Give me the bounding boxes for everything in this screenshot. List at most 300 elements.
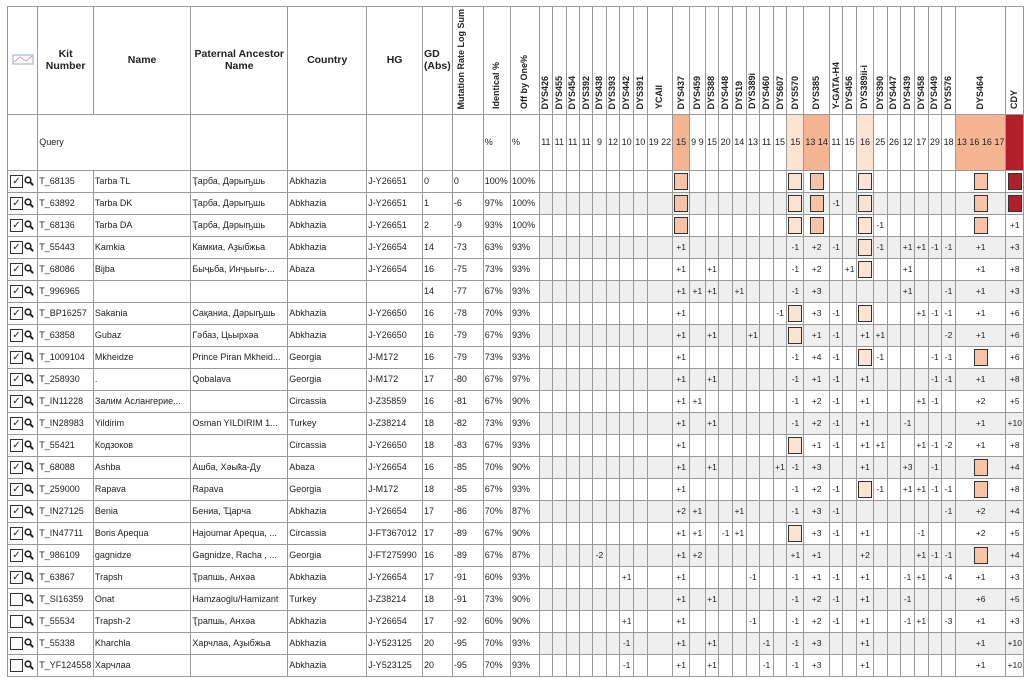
marker-diff-cell: +1 (673, 522, 690, 544)
marker-header-dys392[interactable]: DYS392 (579, 7, 592, 115)
marker-highlight-box (858, 305, 872, 322)
cell-kit-number[interactable]: T_55443 (38, 236, 94, 258)
cell-kit-number[interactable]: T_55338 (38, 632, 94, 654)
marker-highlight-box (974, 217, 988, 234)
marker-diff-cell (760, 214, 773, 236)
marker-diff-cell: -2 (942, 324, 956, 346)
cell-kit-number[interactable]: T_63867 (38, 566, 94, 588)
marker-header-dys393[interactable]: DYS393 (606, 7, 620, 115)
magnify-icon[interactable] (24, 616, 34, 626)
cell-genetic-distance: 18 (422, 434, 452, 456)
table-row[interactable] (8, 236, 1024, 258)
table-row[interactable] (8, 214, 1024, 236)
marker-diff-cell: +6 (955, 588, 1006, 610)
marker-diff-cell (773, 170, 787, 192)
table-row[interactable] (8, 302, 1024, 324)
table-row[interactable] (8, 368, 1024, 390)
marker-diff-cell (942, 390, 956, 412)
marker-diff-cell: +1 (705, 456, 719, 478)
query-marker-value: 11 (829, 114, 842, 170)
marker-diff-cell (690, 368, 706, 390)
marker-diff-cell (942, 258, 956, 280)
row-checkbox[interactable]: ✓ (10, 197, 23, 210)
cell-kit-number[interactable]: T_68088 (38, 456, 94, 478)
magnify-icon[interactable] (24, 374, 34, 384)
cell-mutation-rate: -85 (452, 478, 483, 500)
marker-header-dys607[interactable]: DYS607 (773, 7, 787, 115)
marker-diff-cell (887, 654, 901, 676)
query-marker-value: 15 (843, 114, 857, 170)
cell-kit-number[interactable]: T_68136 (38, 214, 94, 236)
marker-diff-cell: +1 (914, 390, 928, 412)
marker-diff-cell (633, 214, 647, 236)
table-row[interactable] (8, 258, 1024, 280)
cell-haplogroup: J-Y26651 (367, 214, 423, 236)
row-checkbox[interactable]: ✓ (10, 263, 23, 276)
cell-mutation-rate: -86 (452, 500, 483, 522)
marker-diff-cell (553, 170, 566, 192)
marker-diff-cell (914, 258, 928, 280)
header-row (8, 7, 1024, 115)
marker-diff-cell (553, 632, 566, 654)
marker-diff-cell: +1 (705, 632, 719, 654)
marker-diff-cell (746, 522, 760, 544)
marker-match-cell (787, 170, 804, 192)
marker-diff-cell (705, 566, 719, 588)
marker-header-dys454[interactable]: DYS454 (566, 7, 579, 115)
row-checkbox[interactable]: ✓ (10, 175, 23, 188)
table-row[interactable] (8, 192, 1024, 214)
cell-kit-number[interactable]: T_YF124558 (38, 654, 94, 676)
row-checkbox[interactable]: ✓ (10, 505, 23, 518)
marker-diff-cell (553, 500, 566, 522)
cell-haplogroup: J-Z38214 (367, 412, 423, 434)
marker-diff-cell (579, 236, 592, 258)
marker-diff-cell (732, 566, 746, 588)
marker-diff-cell (719, 280, 733, 302)
cell-genetic-distance: 20 (422, 654, 452, 676)
row-checkbox[interactable]: ✓ (10, 351, 23, 364)
magnify-icon[interactable] (24, 330, 34, 340)
marker-header-dys389ii-i[interactable]: DYS389ii-i (856, 7, 873, 115)
marker-header-dys449[interactable]: DYS449 (928, 7, 942, 115)
marker-header-dys439[interactable]: DYS439 (901, 7, 915, 115)
row-select-cell (8, 302, 38, 324)
row-checkbox[interactable]: ✓ (10, 527, 23, 540)
marker-diff-cell (593, 412, 606, 434)
row-checkbox[interactable]: ✓ (10, 307, 23, 320)
row-select-cell (8, 500, 38, 522)
marker-diff-cell (942, 214, 956, 236)
table-row[interactable] (8, 500, 1024, 522)
marker-diff-cell: -1 (942, 478, 956, 500)
magnify-icon[interactable] (24, 506, 34, 516)
marker-diff-cell (566, 170, 579, 192)
marker-header-dys455[interactable]: DYS455 (553, 7, 566, 115)
marker-diff-cell (539, 610, 552, 632)
marker-diff-cell (760, 346, 773, 368)
marker-diff-cell (873, 390, 887, 412)
table-row[interactable] (8, 632, 1024, 654)
marker-diff-cell (843, 192, 857, 214)
table-row[interactable] (8, 522, 1024, 544)
cell-identical-percent: 67% (483, 390, 510, 412)
marker-diff-cell: +5 (1006, 588, 1024, 610)
cell-mutation-rate: -77 (452, 280, 483, 302)
table-row[interactable] (8, 280, 1024, 302)
cell-paternal-ancestor: Ҭарба, Дәрыҧшь (191, 214, 288, 236)
marker-diff-cell (593, 236, 606, 258)
marker-diff-cell: +1 (673, 478, 690, 500)
cell-kit-number[interactable]: T_258930 (38, 368, 94, 390)
marker-diff-cell (593, 434, 606, 456)
marker-header-dys456[interactable]: DYS456 (843, 7, 857, 115)
marker-diff-cell (633, 170, 647, 192)
marker-diff-cell (620, 456, 634, 478)
row-select-cell (8, 258, 38, 280)
marker-diff-cell (647, 434, 673, 456)
cell-country: Circassia (288, 434, 367, 456)
cell-kit-number[interactable]: T_BP16257 (38, 302, 94, 324)
marker-header-cdy[interactable]: CDY (1006, 7, 1024, 115)
marker-diff-cell (579, 280, 592, 302)
kit-number-header[interactable]: Kit Number (38, 7, 94, 115)
table-row[interactable] (8, 544, 1024, 566)
table-row[interactable] (8, 412, 1024, 434)
cell-genetic-distance: 20 (422, 632, 452, 654)
table-row[interactable] (8, 478, 1024, 500)
marker-diff-cell: +1 (673, 610, 690, 632)
table-row[interactable] (8, 324, 1024, 346)
magnify-icon[interactable] (24, 528, 34, 538)
cell-country: Abkhazia (288, 500, 367, 522)
cell-kit-number[interactable]: T_259000 (38, 478, 94, 500)
marker-diff-cell (719, 324, 733, 346)
query-marker-value: 15 (787, 114, 804, 170)
row-checkbox[interactable]: ✓ (10, 417, 23, 430)
marker-diff-cell (901, 302, 915, 324)
table-row[interactable] (8, 346, 1024, 368)
marker-header-dys460[interactable]: DYS460 (760, 7, 773, 115)
marker-diff-cell: -1 (928, 302, 942, 324)
magnify-icon[interactable] (24, 418, 34, 428)
marker-diff-cell (593, 324, 606, 346)
row-checkbox[interactable]: ✓ (10, 285, 23, 298)
magnify-icon[interactable] (24, 198, 34, 208)
row-checkbox[interactable]: ✓ (10, 219, 23, 232)
marker-header-dys442[interactable]: DYS442 (620, 7, 634, 115)
row-checkbox[interactable]: ✓ (10, 461, 23, 474)
cell-kit-number[interactable]: T_IN28983 (38, 412, 94, 434)
marker-diff-cell (760, 192, 773, 214)
marker-diff-cell (620, 412, 634, 434)
marker-diff-cell: -1 (829, 500, 842, 522)
marker-diff-cell: -1 (787, 610, 804, 632)
cell-paternal-ancestor: Быҷьба, Инҷьыгь-... (191, 258, 288, 280)
marker-diff-cell (690, 434, 706, 456)
magnify-icon[interactable] (24, 660, 34, 670)
marker-diff-cell (553, 478, 566, 500)
marker-diff-cell (773, 434, 787, 456)
marker-header-ycaii[interactable]: YCAII (647, 7, 673, 115)
magnify-icon[interactable] (24, 550, 34, 560)
cell-paternal-ancestor (191, 434, 288, 456)
marker-diff-cell (914, 456, 928, 478)
magnify-icon[interactable] (24, 572, 34, 582)
cell-haplogroup: J-FT275990 (367, 544, 423, 566)
marker-diff-cell: +1 (955, 236, 1006, 258)
marker-diff-cell (760, 566, 773, 588)
cell-kit-number[interactable]: T_996965 (38, 280, 94, 302)
magnify-icon[interactable] (24, 242, 34, 252)
marker-diff-cell (705, 390, 719, 412)
cell-kit-number[interactable]: T_986109 (38, 544, 94, 566)
row-checkbox[interactable]: ✓ (10, 241, 23, 254)
row-checkbox[interactable]: ✓ (10, 439, 23, 452)
cell-identical-percent: 73% (483, 588, 510, 610)
marker-diff-cell (719, 478, 733, 500)
marker-diff-cell (633, 258, 647, 280)
table-row[interactable] (8, 654, 1024, 676)
marker-diff-cell: -1 (942, 500, 956, 522)
marker-diff-cell (553, 610, 566, 632)
cell-name: Benia (93, 500, 190, 522)
marker-diff-cell: -1 (928, 456, 942, 478)
row-checkbox[interactable]: ✓ (10, 329, 23, 342)
marker-diff-cell: +1 (732, 522, 746, 544)
off-by-one-header[interactable]: Off by One% (511, 7, 540, 115)
marker-diff-cell: +8 (1006, 258, 1024, 280)
row-checkbox[interactable]: ✓ (10, 373, 23, 386)
cell-kit-number[interactable]: T_55534 (38, 610, 94, 632)
marker-diff-cell: +1 (804, 566, 830, 588)
marker-diff-cell (566, 434, 579, 456)
magnify-icon[interactable] (24, 264, 34, 274)
marker-diff-cell: -1 (829, 346, 842, 368)
marker-header-dys459[interactable]: DYS459 (690, 7, 706, 115)
marker-diff-cell: -1 (773, 302, 787, 324)
marker-diff-cell (606, 434, 620, 456)
marker-highlight-box (674, 217, 688, 234)
cell-kit-number[interactable]: T_IN11228 (38, 390, 94, 412)
marker-diff-cell (606, 390, 620, 412)
marker-diff-cell (566, 236, 579, 258)
marker-diff-cell: -1 (746, 610, 760, 632)
marker-diff-cell (887, 390, 901, 412)
marker-diff-cell (901, 632, 915, 654)
marker-diff-cell (566, 192, 579, 214)
row-checkbox[interactable]: ✓ (10, 571, 23, 584)
marker-diff-cell (633, 368, 647, 390)
cell-country: Abkhazia (288, 192, 367, 214)
marker-match-cell (955, 478, 1006, 500)
marker-diff-cell: +1 (620, 566, 634, 588)
marker-header-dys570[interactable]: DYS570 (787, 7, 804, 115)
marker-header-dys390[interactable]: DYS390 (873, 7, 887, 115)
marker-diff-cell: +1 (914, 302, 928, 324)
marker-diff-cell (928, 258, 942, 280)
marker-diff-cell (566, 258, 579, 280)
marker-diff-cell: -1 (901, 412, 915, 434)
cell-paternal-ancestor: Ҭрапшь, Анхәа (191, 610, 288, 632)
marker-highlight-box (788, 195, 802, 212)
row-checkbox[interactable]: ✓ (10, 395, 23, 408)
marker-header-dys426[interactable]: DYS426 (539, 7, 552, 115)
cell-off-by-one-percent: 97% (511, 368, 540, 390)
marker-diff-cell (732, 192, 746, 214)
cell-mutation-rate: -92 (452, 610, 483, 632)
marker-diff-cell: -1 (787, 588, 804, 610)
marker-header-dys385[interactable]: DYS385 (804, 7, 830, 115)
table-row[interactable] (8, 588, 1024, 610)
marker-diff-cell (760, 390, 773, 412)
marker-diff-cell: +1 (873, 434, 887, 456)
marker-header-dys19[interactable]: DYS19 (732, 7, 746, 115)
table-row[interactable] (8, 434, 1024, 456)
magnify-icon[interactable] (24, 286, 34, 296)
marker-diff-cell: -1 (942, 368, 956, 390)
marker-header-dys447[interactable]: DYS447 (887, 7, 901, 115)
marker-diff-cell (773, 192, 787, 214)
magnify-icon[interactable] (24, 308, 34, 318)
marker-diff-cell (942, 522, 956, 544)
marker-diff-cell (633, 566, 647, 588)
marker-diff-cell: -1 (760, 654, 773, 676)
cell-identical-percent: 67% (483, 544, 510, 566)
marker-diff-cell (773, 500, 787, 522)
marker-diff-cell (606, 236, 620, 258)
marker-diff-cell: +1 (914, 610, 928, 632)
marker-diff-cell: -1 (928, 478, 942, 500)
marker-header-dys437[interactable]: DYS437 (673, 7, 690, 115)
magnify-icon[interactable] (24, 396, 34, 406)
marker-diff-cell (647, 170, 673, 192)
row-checkbox[interactable]: ✓ (10, 549, 23, 562)
country-header[interactable]: Country (288, 7, 367, 115)
magnify-icon[interactable] (24, 462, 34, 472)
marker-header-dys448[interactable]: DYS448 (719, 7, 733, 115)
gd-header[interactable]: GD (Abs) (422, 7, 452, 115)
magnify-icon[interactable] (24, 220, 34, 230)
query-marker-value: 11 (553, 114, 566, 170)
marker-header-y-gata-h4[interactable]: Y-GATA-H4 (829, 7, 842, 115)
table-row[interactable] (8, 566, 1024, 588)
table-row[interactable] (8, 170, 1024, 192)
marker-header-dys389i[interactable]: DYS389i (746, 7, 760, 115)
marker-header-dys388[interactable]: DYS388 (705, 7, 719, 115)
marker-highlight-box (788, 217, 802, 234)
mutation-rate-header[interactable]: Mutation Rate Log Sum (452, 7, 483, 115)
cell-kit-number[interactable]: T_55421 (38, 434, 94, 456)
magnify-icon[interactable] (24, 594, 34, 604)
table-row[interactable] (8, 390, 1024, 412)
magnify-icon[interactable] (24, 176, 34, 186)
marker-diff-cell (873, 192, 887, 214)
marker-match-cell (787, 214, 804, 236)
marker-diff-cell: -1 (787, 412, 804, 434)
identical-header[interactable]: Identical % (483, 7, 510, 115)
cell-haplogroup: J-Y26650 (367, 302, 423, 324)
cell-haplogroup: J-Z35859 (367, 390, 423, 412)
query-marker-value: 13 (746, 114, 760, 170)
marker-diff-cell (887, 500, 901, 522)
marker-diff-cell (606, 588, 620, 610)
cell-kit-number[interactable]: T_IN27125 (38, 500, 94, 522)
marker-diff-cell (901, 390, 915, 412)
marker-diff-cell (566, 566, 579, 588)
magnify-icon[interactable] (24, 638, 34, 648)
cell-kit-number[interactable]: T_63858 (38, 324, 94, 346)
marker-diff-cell (553, 346, 566, 368)
magnify-icon[interactable] (24, 440, 34, 450)
magnify-icon[interactable] (24, 352, 34, 362)
row-checkbox[interactable] (10, 593, 23, 606)
row-select-cell (8, 610, 38, 632)
marker-diff-cell (705, 302, 719, 324)
marker-diff-cell (606, 192, 620, 214)
marker-highlight-box (788, 525, 802, 542)
marker-diff-cell (901, 544, 915, 566)
marker-diff-cell (746, 214, 760, 236)
name-header[interactable]: Name (93, 7, 190, 115)
cell-kit-number[interactable]: T_68086 (38, 258, 94, 280)
marker-header-dys576[interactable]: DYS576 (942, 7, 956, 115)
row-select-cell (8, 346, 38, 368)
cell-mutation-rate: -79 (452, 346, 483, 368)
cell-mutation-rate: -82 (452, 412, 483, 434)
marker-diff-cell (732, 632, 746, 654)
cell-genetic-distance: 16 (422, 302, 452, 324)
marker-diff-cell (719, 434, 733, 456)
row-checkbox[interactable]: ✓ (10, 483, 23, 496)
hg-header[interactable]: HG (367, 7, 423, 115)
marker-diff-cell (633, 434, 647, 456)
marker-diff-cell (928, 500, 942, 522)
marker-header-dys464[interactable]: DYS464 (955, 7, 1006, 115)
cell-kit-number[interactable]: T_68135 (38, 170, 94, 192)
cell-identical-percent: 63% (483, 236, 510, 258)
row-checkbox[interactable] (10, 637, 23, 650)
marker-highlight-box (788, 437, 802, 454)
cell-kit-number[interactable]: T_SI16359 (38, 588, 94, 610)
magnify-icon[interactable] (24, 484, 34, 494)
marker-diff-cell (873, 522, 887, 544)
marker-diff-cell (887, 170, 901, 192)
marker-diff-cell (593, 214, 606, 236)
marker-diff-cell (746, 368, 760, 390)
row-checkbox[interactable] (10, 615, 23, 628)
cell-kit-number[interactable]: T_63892 (38, 192, 94, 214)
marker-header-dys438[interactable]: DYS438 (593, 7, 606, 115)
cell-name: Onat (93, 588, 190, 610)
marker-diff-cell (539, 192, 552, 214)
table-row[interactable] (8, 610, 1024, 632)
marker-diff-cell (914, 632, 928, 654)
ancestor-header[interactable]: Paternal Ancestor Name (191, 7, 288, 115)
cell-kit-number[interactable]: T_1009104 (38, 346, 94, 368)
query-marker-value: 15 (705, 114, 719, 170)
row-select-cell (8, 170, 38, 192)
marker-diff-cell (887, 192, 901, 214)
marker-header-dys458[interactable]: DYS458 (914, 7, 928, 115)
cell-paternal-ancestor (191, 654, 288, 676)
row-checkbox[interactable] (10, 659, 23, 672)
cell-kit-number[interactable]: T_IN47711 (38, 522, 94, 544)
table-row[interactable] (8, 456, 1024, 478)
marker-diff-cell (746, 390, 760, 412)
cell-identical-percent: 67% (483, 478, 510, 500)
marker-header-dys391[interactable]: DYS391 (633, 7, 647, 115)
